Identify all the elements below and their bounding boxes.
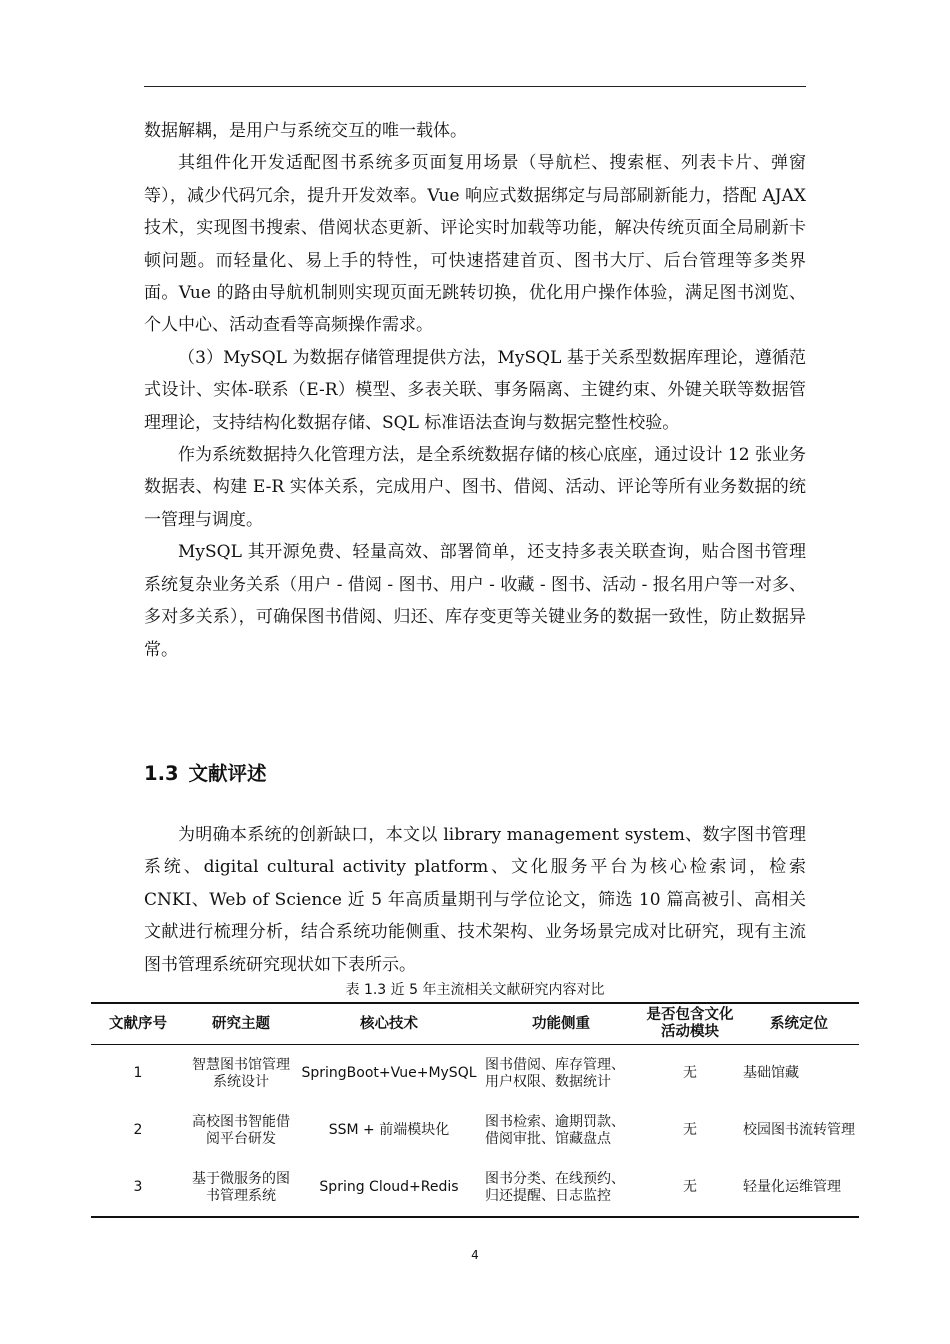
paragraph: MySQL 其开源免费、轻量高效、部署简单，还支持多表关联查询，贴合图书管理系统复杂业务关系（用户 - 借阅 - 图书、用户 - 收藏 - 图书、活动 - 报名用户等一对多、多对多关系），可确保图书借阅、归还、库存变更等关键业务的数据一致性，防止数据异常。 — [144, 542, 806, 660]
table-header-cell: 功能侧重 — [532, 1015, 590, 1032]
section-body — [144, 819, 806, 981]
table-caption: 表 1.3 近 5 年主流相关文献研究内容对比 — [345, 982, 605, 998]
table-row — [91, 1159, 859, 1217]
paragraph: 为明确本系统的创新缺口，本文以 library management system、数字图书管理系统、digital cultural activity platform、文化服务平台为核心检索词，检索 CNKI、Web of Science 近 5 年高质量期刊与学位论文，筛选 10 篇高被引、高相关文献进行梳理分析，结合系统功能侧重、技术架构、业务场景完成对比研究，现有主流图书管理系统研究现状如下表所示。 — [144, 825, 806, 975]
table-cell: 2 — [133, 1122, 143, 1138]
table-row — [91, 1045, 859, 1103]
table-cell: 1 — [133, 1065, 143, 1081]
table-row — [91, 1102, 859, 1159]
table-cell: 图书借阅、库存管理、用户权限、数据统计 — [485, 1056, 625, 1090]
comparison-table — [91, 1002, 859, 1218]
table-cell: 无 — [683, 1122, 697, 1138]
table-header-cell: 是否包含文化活动模块 — [646, 1007, 734, 1040]
table-cell: 轻量化运维管理 — [743, 1179, 841, 1195]
page-number: 4 — [471, 1248, 479, 1262]
table-cell: Spring Cloud+Redis — [319, 1179, 459, 1195]
table-cell: 无 — [683, 1065, 697, 1081]
section-title: 文献评述 — [188, 762, 267, 785]
table-cell: 基于微服务的图书管理系统 — [192, 1170, 290, 1204]
table-cell: SSM + 前端模块化 — [328, 1122, 450, 1138]
paragraph: 作为系统数据持久化管理方法，是全系统数据存储的核心底座，通过设计 12 张业务数据表、构建 E-R 实体关系，完成用户、图书、借阅、活动、评论等所有业务数据的统一管理与调度。 — [144, 445, 806, 530]
section-number: 1.3 — [144, 762, 179, 785]
paragraph: 其组件化开发适配图书系统多页面复用场景（导航栏、搜索框、列表卡片、弹窗等），减少代码冗余，提升开发效率。Vue 响应式数据绑定与局部刷新能力，搭配 AJAX 技术，实现图书搜索、借阅状态更新、评论实时加载等功能，解决传统页面全局刷新卡顿问题。而轻量化、易上手的特性，可快速搭建首页、图书大厅、后台管理等多类界面。Vue 的路由导航机制则实现页面无跳转切换，优化用户操作体验，满足图书浏览、个人中心、活动查看等高频操作需求。 — [144, 153, 806, 336]
paragraph: （3）MySQL 为数据存储管理提供方法，MySQL 基于关系型数据库理论，遵循范式设计、实体-联系（E-R）模型、多表关联、事务隔离、主键约束、外键关联等数据管理理论，支持结构化数据存储、SQL 标准语法查询与数据完整性校验。 — [144, 347, 806, 433]
body-text — [144, 115, 806, 666]
header-rule — [144, 86, 806, 87]
table-header-cell: 研究主题 — [212, 1015, 270, 1032]
table-header-row — [91, 1003, 859, 1045]
table-cell: 校园图书流转管理 — [743, 1122, 855, 1138]
table-cell: 图书分类、在线预约、归还提醒、日志监控 — [485, 1170, 625, 1204]
paragraph: 数据解耦，是用户与系统交互的唯一载体。 — [144, 121, 467, 141]
table-cell: 基础馆藏 — [743, 1065, 799, 1081]
section-heading — [144, 758, 806, 786]
table-cell: 图书检索、逾期罚款、借阅审批、馆藏盘点 — [485, 1113, 625, 1147]
table-header-cell: 文献序号 — [109, 1015, 167, 1032]
table-cell: 3 — [133, 1179, 143, 1195]
table-cell: SpringBoot+Vue+MySQL — [301, 1065, 477, 1081]
table-cell: 智慧图书馆管理系统设计 — [192, 1056, 290, 1090]
table-cell: 无 — [683, 1179, 697, 1195]
table-header-cell: 核心技术 — [360, 1015, 418, 1032]
table-cell: 高校图书智能借阅平台研发 — [192, 1113, 290, 1147]
table-header-cell: 系统定位 — [770, 1015, 828, 1032]
